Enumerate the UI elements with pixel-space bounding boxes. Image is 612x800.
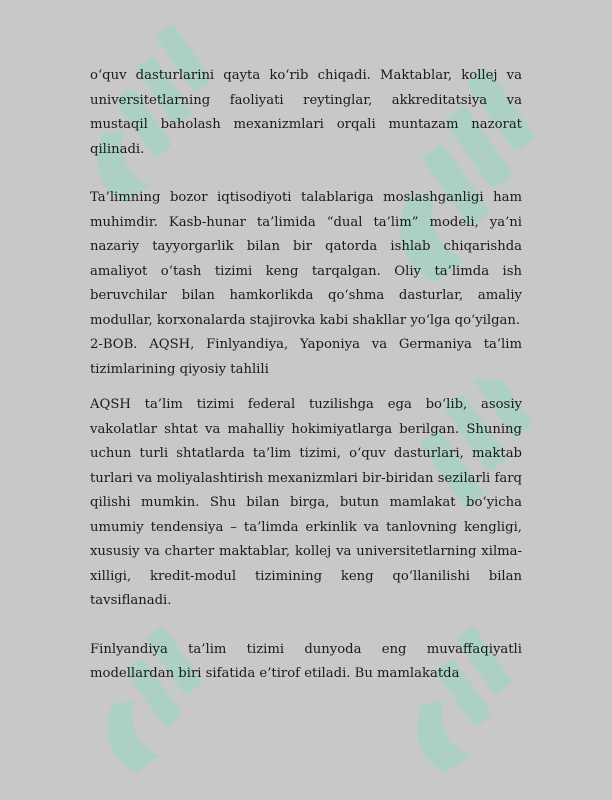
paragraph-2: Ta’limning bozor iqtisodiyoti talablariga moslashganligi ham muhimdir. Kasb-hunar ta’limida “dual ta’lim” modeli, ya’ni nazariy tayyorgarlik bilan bir qatorda ishlab chiqarishda amaliyot o‘tash tizimi keng tarqalgan. Oliy ta’limda ish beruvchilar bilan hamkorlikda qo‘shma dasturlar, amaliy modullar, korxonalarda stajirovka kabi shakllar yo‘lga qo‘yilgan. <box>90 190 522 328</box>
paragraph-1: o‘quv dasturlarini qayta ko‘rib chiqadi. Maktablar, kollej va universitetlarning faoliyati reytinglar, akkreditatsiya va mustaqil baholash mexanizmlari orqali muntazam nazorat qilinadi. <box>90 68 522 157</box>
paragraph-3: AQSH ta’lim tizimi federal tuzilishga ega bo‘lib, asosiy vakolatlar shtat va mahalliy hokimiyatlarga berilgan. Shuning uchun turli shtatlarda ta’lim tizimi, o‘quv dasturlari, maktab turlari va moliyalashtirish mexanizmlari bir-biridan sezilarli farq qilishi mumkin. Shu bilan birga, butun mamlakat bo‘yicha umumiy tendensiya – ta’limda erkinlik va tanlovning kengligi, xususiy va charter maktablar, kollej va universitetlarning xilma-xilligi, kredit-modul tizimining keng qo‘llanilishi bilan tavsiflanadi. <box>90 397 522 608</box>
document-page <box>90 64 522 687</box>
paragraph-4: Finlyandiya ta’lim tizimi dunyoda eng muvaffaqiyatli modellardan biri sifatida e’tirof etiladi. Bu mamlakatda <box>90 641 522 681</box>
chapter-heading: 2-BOB. AQSH, Finlyandiya, Yaponiya va Germaniya ta’lim tizimlarining qiyosiy tahlili <box>90 337 522 377</box>
